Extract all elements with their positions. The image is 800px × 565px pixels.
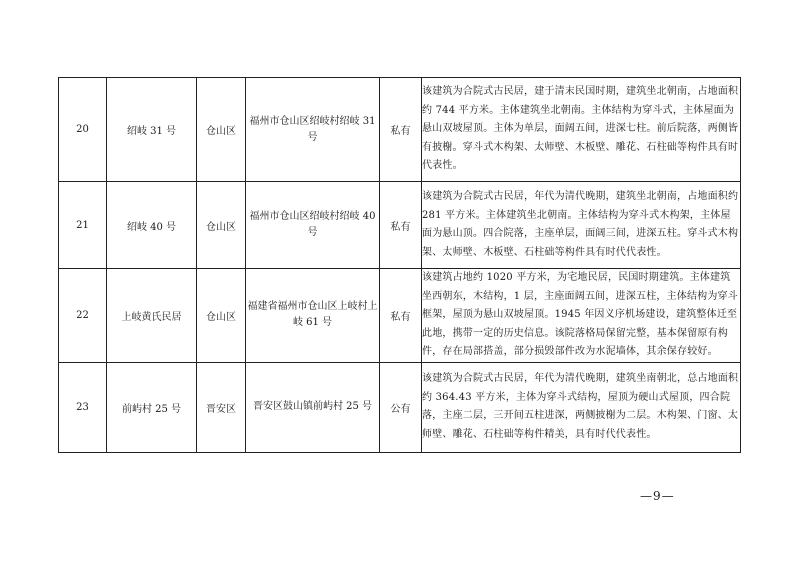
row-index: 20 xyxy=(59,78,107,182)
ownership: 私有 xyxy=(380,78,422,182)
table-row xyxy=(59,269,741,363)
ownership: 公有 xyxy=(380,362,422,452)
row-index: 23 xyxy=(59,362,107,452)
address: 晋安区鼓山镇前屿村 25 号 xyxy=(246,362,380,452)
district: 仓山区 xyxy=(197,269,246,363)
district: 仓山区 xyxy=(197,182,246,269)
building-name: 上岐黄氏民居 xyxy=(107,269,197,363)
description: 该建筑为合院式古民居，年代为清代晚期，建筑坐北朝南，占地面积约 281 平方米。主体建筑坐北朝南。主体结构为穿斗式木构架，主体屋面为悬山顶。四合院落，主座单层，面阔三间，进深五柱。穿斗式木构架、太师壁、木板壁、石柱础等构件具有时代代表性。 xyxy=(422,182,741,269)
ownership: 私有 xyxy=(380,182,422,269)
table-row xyxy=(59,182,741,269)
row-index: 22 xyxy=(59,269,107,363)
district: 仓山区 xyxy=(197,78,246,182)
building-name: 绍岐 31 号 xyxy=(107,78,197,182)
description: 该建筑占地约 1020 平方米，为宅地民居，民国时期建筑。主体建筑坐西朝东，木结构，1 层，主座面阔五间，进深五柱，主体结构为穿斗框架，屋顶为悬山双坡屋顶。1945 年因义序机场建设，建筑整体迁至此地，携带一定的历史信息。该院落格局保留完整，基本保留原有构件，存在局部搭盖，部分损毁部件改为水泥墙体，其余保存较好。 xyxy=(422,269,741,363)
building-name: 绍岐 40 号 xyxy=(107,182,197,269)
address: 福建省福州市仓山区上岐村上岐 61 号 xyxy=(246,269,380,363)
district: 晋安区 xyxy=(197,362,246,452)
description: 该建筑为合院式古民居，年代为清代晚期，建筑坐南朝北，总占地面积约 364.43 平方米，主体为穿斗式结构，屋顶为硬山式屋顶，四合院落，主座二层，三开间五柱进深，两侧披榭为二层。木构架、门窗、太师壁、雕花、石柱础等构件精美，具有时代代表性。 xyxy=(422,362,741,452)
table-row xyxy=(59,78,741,182)
ownership: 私有 xyxy=(380,269,422,363)
page-number: —9— xyxy=(640,489,675,503)
address: 福州市仓山区绍岐村绍岐 31 号 xyxy=(246,78,380,182)
row-index: 21 xyxy=(59,182,107,269)
table-row xyxy=(59,362,741,452)
building-name: 前屿村 25 号 xyxy=(107,362,197,452)
address: 福州市仓山区绍岐村绍岐 40 号 xyxy=(246,182,380,269)
description: 该建筑为合院式古民居，建于清末民国时期，建筑坐北朝南，占地面积约 744 平方米。主体建筑坐北朝南。主体结构为穿斗式，主体屋面为悬山双坡屋顶。主体为单层，面阔五间，进深七柱。前后院落，两侧皆有披榭。穿斗式木构架、太师壁、木板壁、雕花、石柱础等构件具有时代表性。 xyxy=(422,78,741,182)
heritage-table xyxy=(58,77,741,453)
